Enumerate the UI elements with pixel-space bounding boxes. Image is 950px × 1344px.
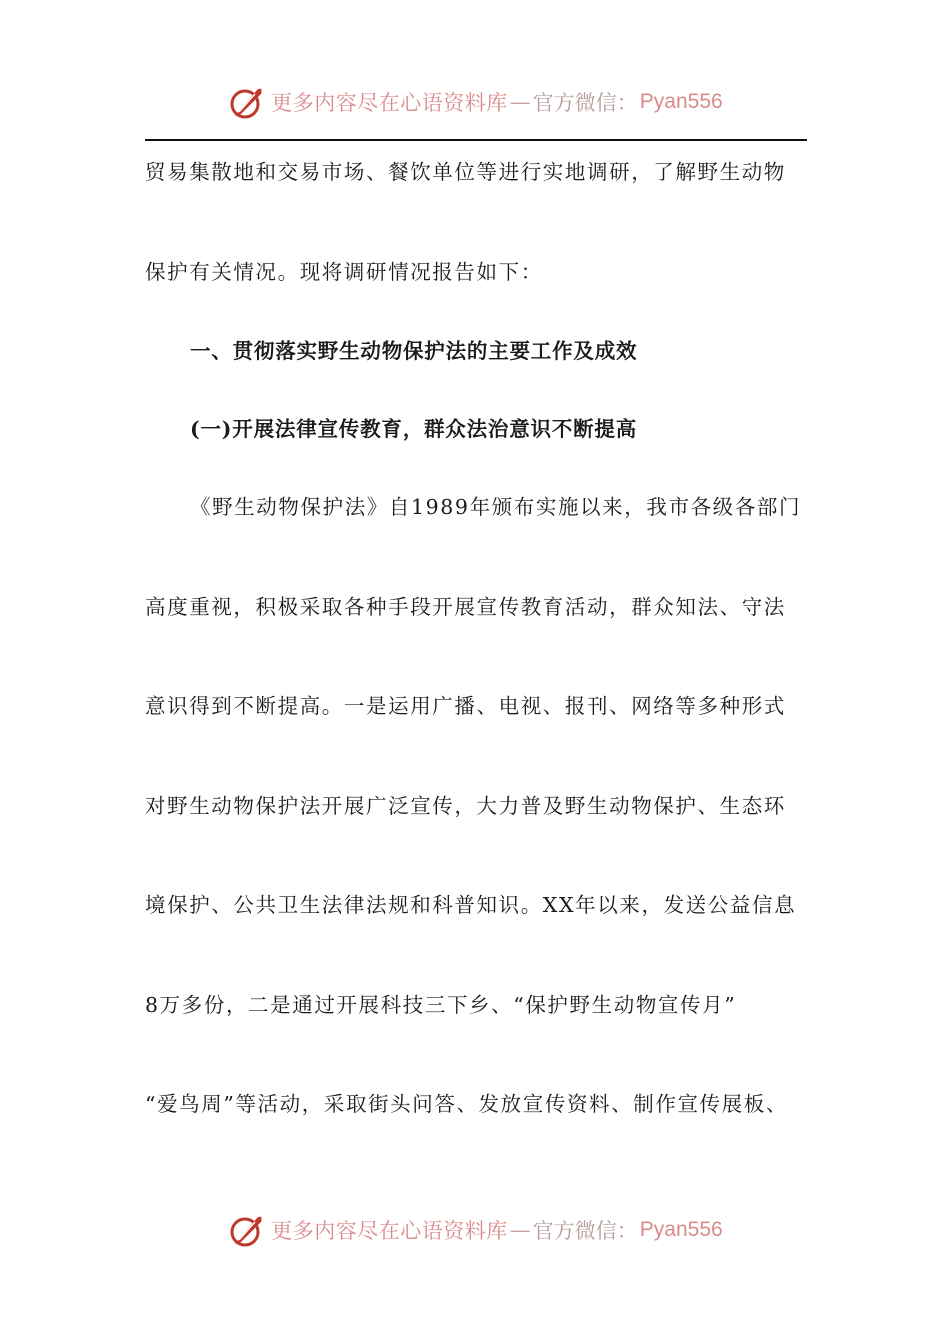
body-line: 8万多份，二是通过开展科技三下乡、“保护野生动物宣传月” (145, 993, 737, 1017)
footer-banner (0, 1208, 950, 1252)
body-line: 对野生动物保护法开展广泛宣传，大力普及野生动物保护、生态环 (145, 794, 786, 818)
section-heading: 一、贯彻落实野生动物保护法的主要工作及成效 (190, 339, 638, 363)
footer-wechat-label: 官方微信： (532, 1219, 638, 1243)
body-line: 贸易集散地和交易市场、餐饮单位等进行实地调研，了解野生动物 (145, 160, 786, 184)
footer-separator: — (509, 1218, 531, 1242)
quill-pen-circle-icon (227, 82, 267, 122)
header-wechat-label: 官方微信： (532, 91, 638, 115)
header-divider (145, 139, 807, 141)
body-line: 《野生动物保护法》自1989年颁布实施以来，我市各级各部门 (190, 495, 802, 519)
footer-wechat-id: Pyan556 (639, 1218, 723, 1241)
quill-pen-circle-icon (227, 1210, 267, 1250)
body-line: 意识得到不断提高。一是运用广播、电视、报刊、网络等多种形式 (145, 694, 786, 718)
body-line: “爱鸟周”等活动，采取街头问答、发放宣传资料、制作宣传展板、 (145, 1092, 788, 1116)
body-line: 保护有关情况。现将调研情况报告如下： (145, 260, 543, 284)
header-brand-text: 更多内容尽在心语资料库 (271, 91, 508, 115)
header-banner (0, 80, 950, 124)
header-separator: — (509, 90, 531, 114)
subsection-heading: (一)开展法律宣传教育，群众法治意识不断提高 (190, 417, 637, 441)
header-wechat-id: Pyan556 (639, 90, 723, 113)
footer-brand-text: 更多内容尽在心语资料库 (271, 1219, 508, 1243)
body-line: 高度重视，积极采取各种手段开展宣传教育活动，群众知法、守法 (145, 595, 786, 619)
body-line: 境保护、公共卫生法律法规和科普知识。XX年以来，发送公益信息 (145, 893, 797, 917)
